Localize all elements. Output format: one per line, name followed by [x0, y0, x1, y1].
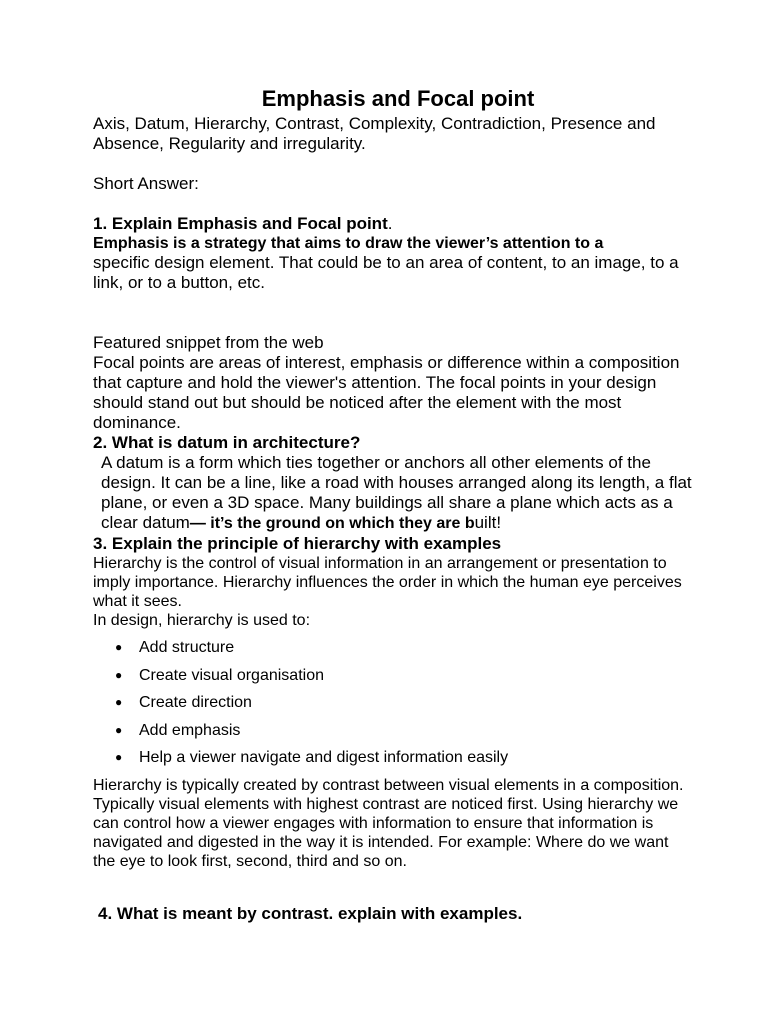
- q3-para3: Hierarchy is typically created by contrast between visual elements in a composition. Typically visual elements with highest contrast are noticed first. Using hierarchy we can control how a viewer engages with information to ensure that information is navigated and digested in the way it is intended. For example: Where do we want the eye to look first, second, third and so on.: [93, 776, 684, 870]
- snippet-label: Featured snippet from the web: [93, 333, 324, 352]
- q3-para1: Hierarchy is the control of visual information in an arrangement or presentation to imply importance. Hierarchy influences the order in which the human eye perceives what it sees.: [93, 555, 682, 610]
- q1-body: specific design element. That could be to an area of content, to an image, to a link, or to a button, etc.: [93, 253, 679, 292]
- q2-body-bold: — it’s the ground on which they are b: [189, 515, 475, 532]
- bullet-text: Create visual organisation: [139, 666, 324, 684]
- q3-para2: In design, hierarchy is used to:: [93, 612, 311, 629]
- list-item: [113, 748, 693, 767]
- list-item: [113, 693, 693, 712]
- q4-heading: 4. What is meant by contrast. explain with examples.: [98, 903, 523, 923]
- list-item: [113, 666, 693, 685]
- q3-heading: 3. Explain the principle of hierarchy with examples: [93, 534, 502, 553]
- q1-heading-suffix: .: [387, 214, 393, 233]
- bullet-text: Add emphasis: [139, 721, 241, 739]
- q1-lead-bold: Emphasis is a strategy that aims to draw the viewer’s attention to a: [93, 235, 604, 252]
- bullet-text: Create direction: [139, 694, 252, 711]
- q2-body-line: [93, 453, 693, 534]
- list-item: [113, 721, 693, 740]
- q2-heading: 2. What is datum in architecture?: [93, 433, 361, 452]
- q2-body: A datum is a form which ties together or anchors all other elements of the design. It can be a line, like a road with houses arranged along its length, a flat plane, or even a 3D space. Many buildings all share a plane which acts as a clear datum: [101, 453, 692, 532]
- snippet-body: Focal points are areas of interest, emphasis or difference within a composition that capture and hold the viewer's attention. The focal points in your design should stand out but should be noticed after the element with the most dominance.: [93, 353, 680, 432]
- bullet-icon: ●: [115, 750, 123, 764]
- bullet-icon: ●: [115, 695, 123, 709]
- q1-heading-line: [93, 214, 693, 234]
- hierarchy-bullet-list: [93, 638, 693, 767]
- bullet-text: Add structure: [139, 639, 235, 656]
- document-page: [93, 84, 693, 924]
- short-answer-label: Short Answer:: [93, 174, 199, 193]
- bullet-icon: ●: [115, 667, 123, 682]
- bullet-text: Help a viewer navigate and digest information easily: [139, 749, 509, 766]
- q2-body-end: uilt!: [474, 513, 502, 532]
- bullet-icon: ●: [115, 640, 123, 654]
- keywords-line: Axis, Datum, Hierarchy, Contrast, Complexity, Contradiction, Presence and Absence, Regularity and irregularity.: [93, 114, 656, 153]
- document-title: Emphasis and Focal point: [261, 86, 535, 111]
- bullet-icon: ●: [115, 722, 123, 737]
- q1-heading: 1. Explain Emphasis and Focal point: [93, 214, 388, 233]
- list-item: [113, 638, 693, 657]
